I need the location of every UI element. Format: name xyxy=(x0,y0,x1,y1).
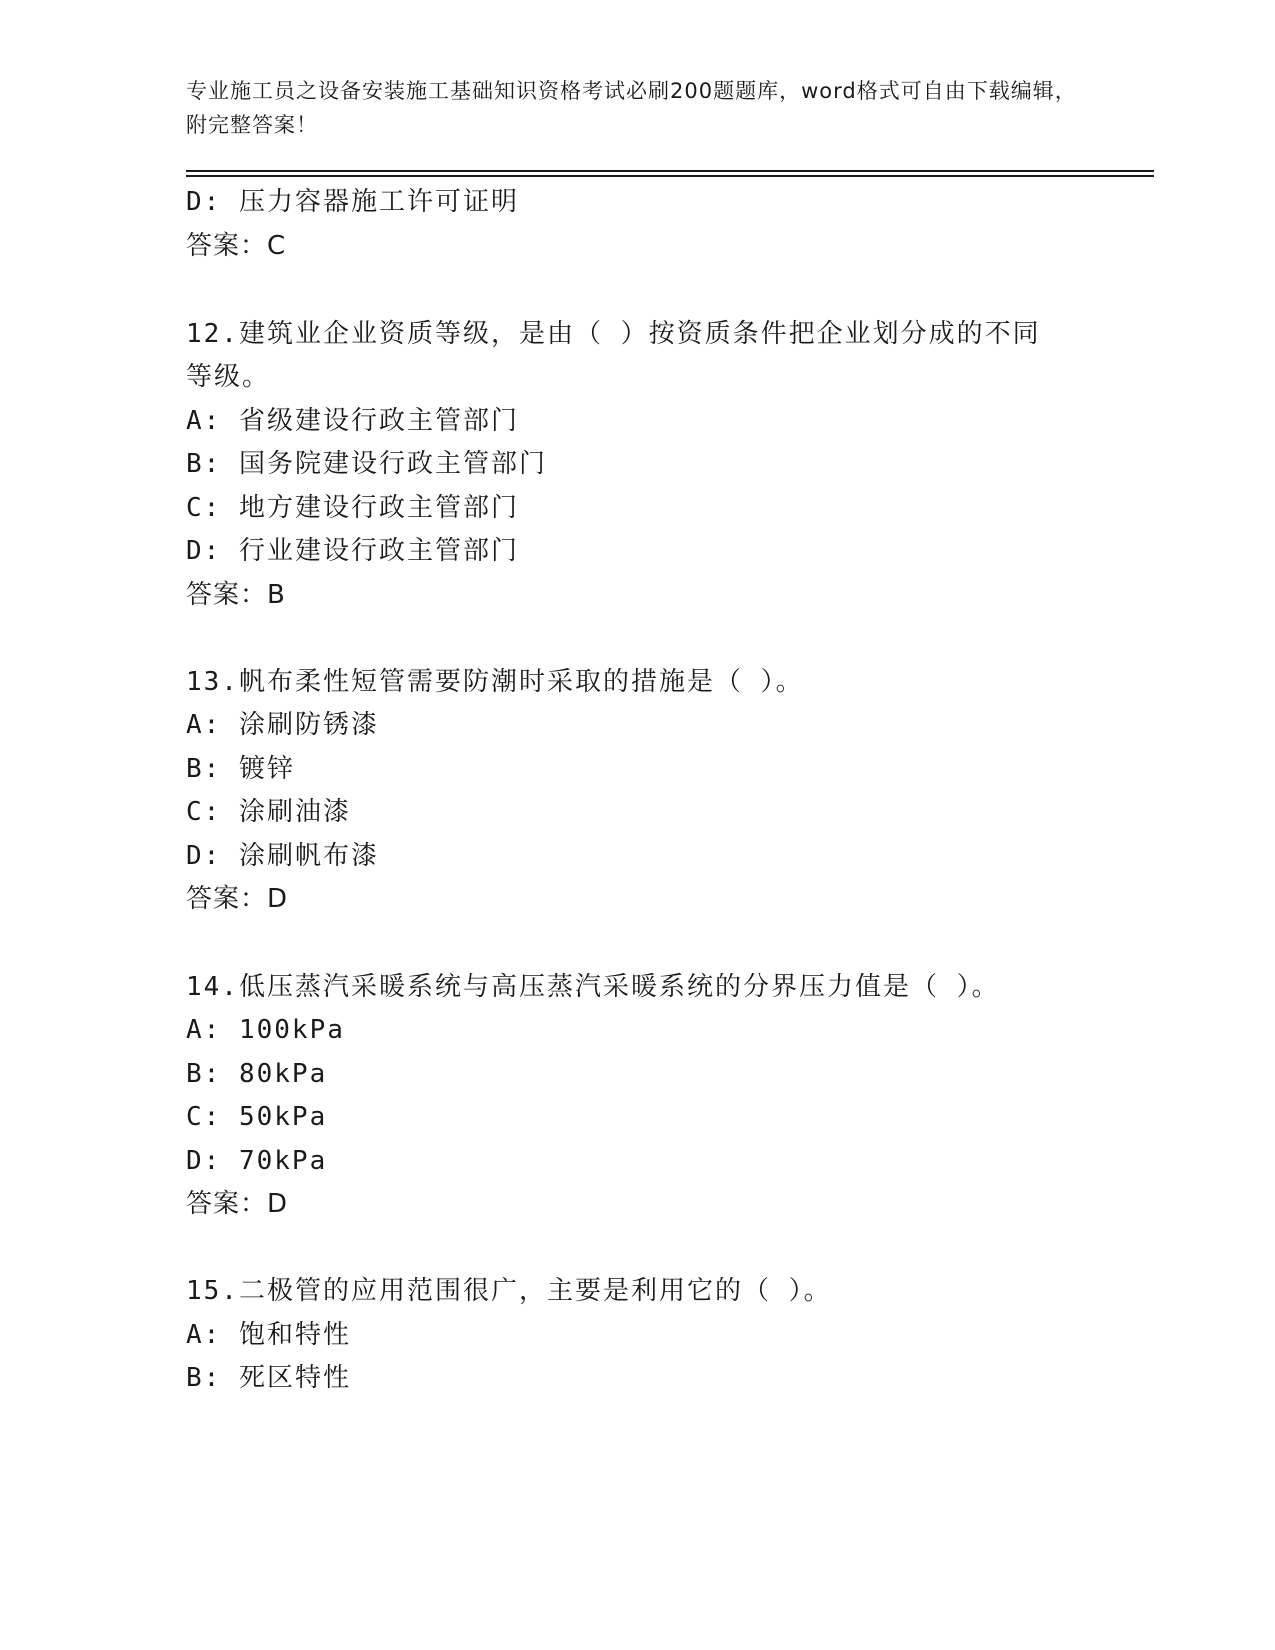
question-14-option-c: C: 50kPa xyxy=(186,1102,328,1132)
header-divider-bottom xyxy=(186,175,1154,177)
question-14-option-b: B: 80kPa xyxy=(186,1059,328,1089)
question-12-option-b: B: 国务院建设行政主管部门 xyxy=(186,449,547,479)
question-13-option-a: A: 涂刷防锈漆 xyxy=(186,710,379,740)
prev-option-d: D: 压力容器施工许可证明 xyxy=(186,187,519,217)
question-14-option-d: D: 70kPa xyxy=(186,1146,328,1176)
question-12-answer: 答案：B xyxy=(186,580,286,610)
question-13-option-c: C: 涂刷油漆 xyxy=(186,797,351,827)
question-12-option-d: D: 行业建设行政主管部门 xyxy=(186,536,519,566)
question-15-stem: 15.二极管的应用范围很广，主要是利用它的（ ）。 xyxy=(186,1276,832,1306)
prev-answer: 答案：C xyxy=(186,231,287,261)
question-15-option-a: A: 饱和特性 xyxy=(186,1320,351,1350)
question-12-stem-cont: 等级。 xyxy=(186,362,271,392)
question-14-stem: 14.低压蒸汽采暖系统与高压蒸汽采暖系统的分界压力值是（ ）。 xyxy=(186,972,1000,1002)
question-13-answer: 答案：D xyxy=(186,884,289,914)
question-14-option-a: A: 100kPa xyxy=(186,1015,345,1045)
question-12-option-c: C: 地方建设行政主管部门 xyxy=(186,493,519,523)
question-12-stem: 12.建筑业企业资质等级，是由（ ）按资质条件把企业划分成的不同 xyxy=(186,319,1041,349)
question-13-option-d: D: 涂刷帆布漆 xyxy=(186,841,379,871)
question-13-option-b: B: 镀锌 xyxy=(186,754,295,784)
question-13-stem: 13.帆布柔性短管需要防潮时采取的措施是（ ）。 xyxy=(186,667,804,697)
header-divider-top xyxy=(186,170,1154,172)
question-15-option-b: B: 死区特性 xyxy=(186,1363,351,1393)
document-header: 专业施工员之设备安装施工基础知识资格考试必刷200题题库，word格式可自由下载编辑，附完整答案！ xyxy=(186,79,1077,137)
question-12-option-a: A: 省级建设行政主管部门 xyxy=(186,406,519,436)
question-14-answer: 答案：D xyxy=(186,1189,289,1219)
